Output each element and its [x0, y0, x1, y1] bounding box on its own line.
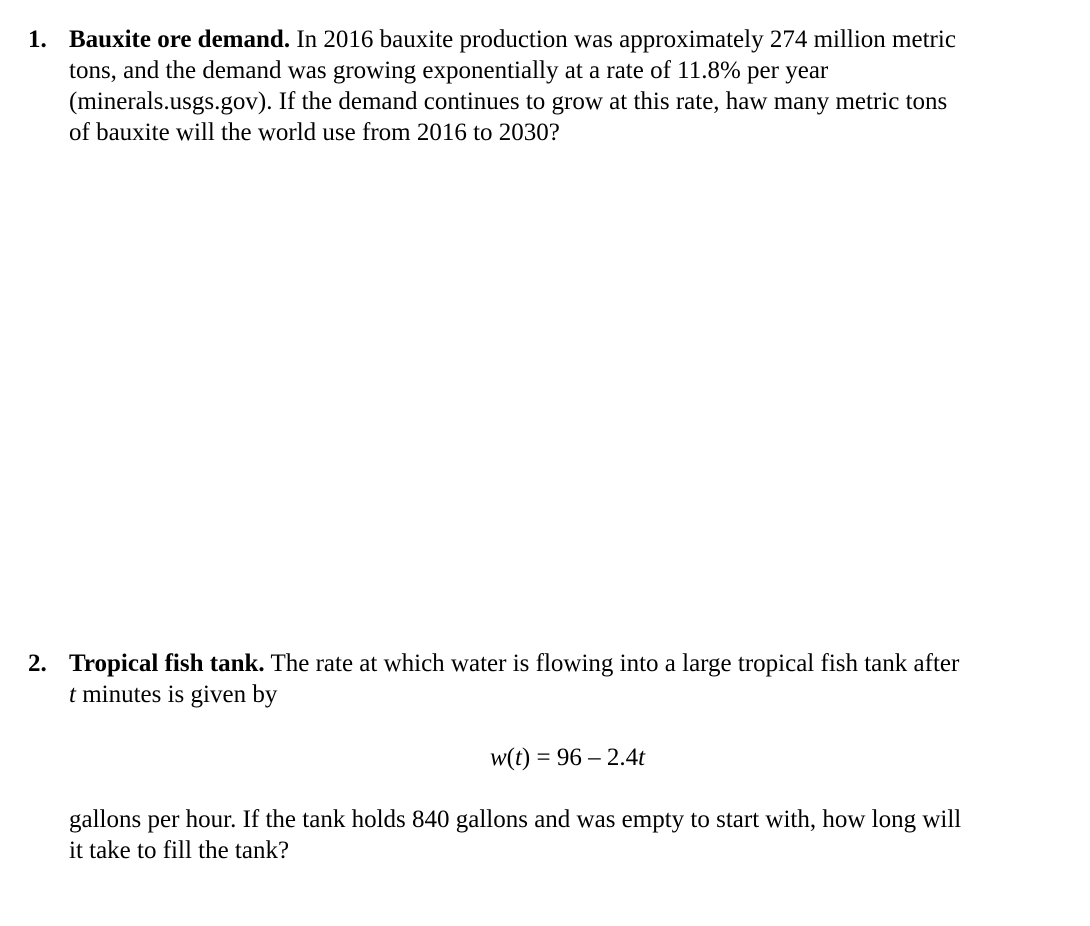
problem-title: Bauxite ore demand.	[69, 26, 291, 53]
problem-text	[69, 24, 1054, 148]
equation-rhs-variable: t	[638, 744, 646, 771]
equation-paren: (	[506, 744, 515, 771]
equation-rhs: = 96 – 2.4	[530, 744, 639, 771]
variable-t: t	[69, 681, 76, 708]
problem-line-text: In 2016 bauxite production was approximately 274 million metric	[290, 26, 956, 53]
problem-line: it take to fill the tank?	[69, 837, 290, 864]
equation	[0, 742, 1090, 773]
problem-line: of bauxite will the world use from 2016 to 2030?	[69, 119, 560, 146]
problem-line: tons, and the demand was growing exponentially at a rate of 11.8% per year	[69, 57, 829, 84]
problem-text	[69, 648, 1054, 710]
problem-line-text: The rate at which water is flowing into a large tropical fish tank after	[264, 650, 960, 677]
equation-function: w	[489, 744, 507, 771]
problem-line: (minerals.usgs.gov). If the demand continues to grow at this rate, haw many metric tons	[69, 88, 948, 115]
equation-variable: t	[514, 744, 522, 771]
problem-line	[69, 24, 1054, 55]
problem-line-text: minutes is given by	[75, 681, 278, 708]
problem-line	[69, 679, 1054, 710]
problem-number: 1.	[28, 26, 47, 53]
equation-paren: )	[521, 744, 531, 771]
problem-line: gallons per hour. If the tank holds 840 gallons and was empty to start with, how long will	[69, 806, 962, 833]
problem-line	[69, 648, 1054, 679]
problem-followup	[69, 804, 1054, 866]
problem-title: Tropical fish tank.	[69, 650, 265, 677]
problem-number: 2.	[28, 650, 47, 677]
